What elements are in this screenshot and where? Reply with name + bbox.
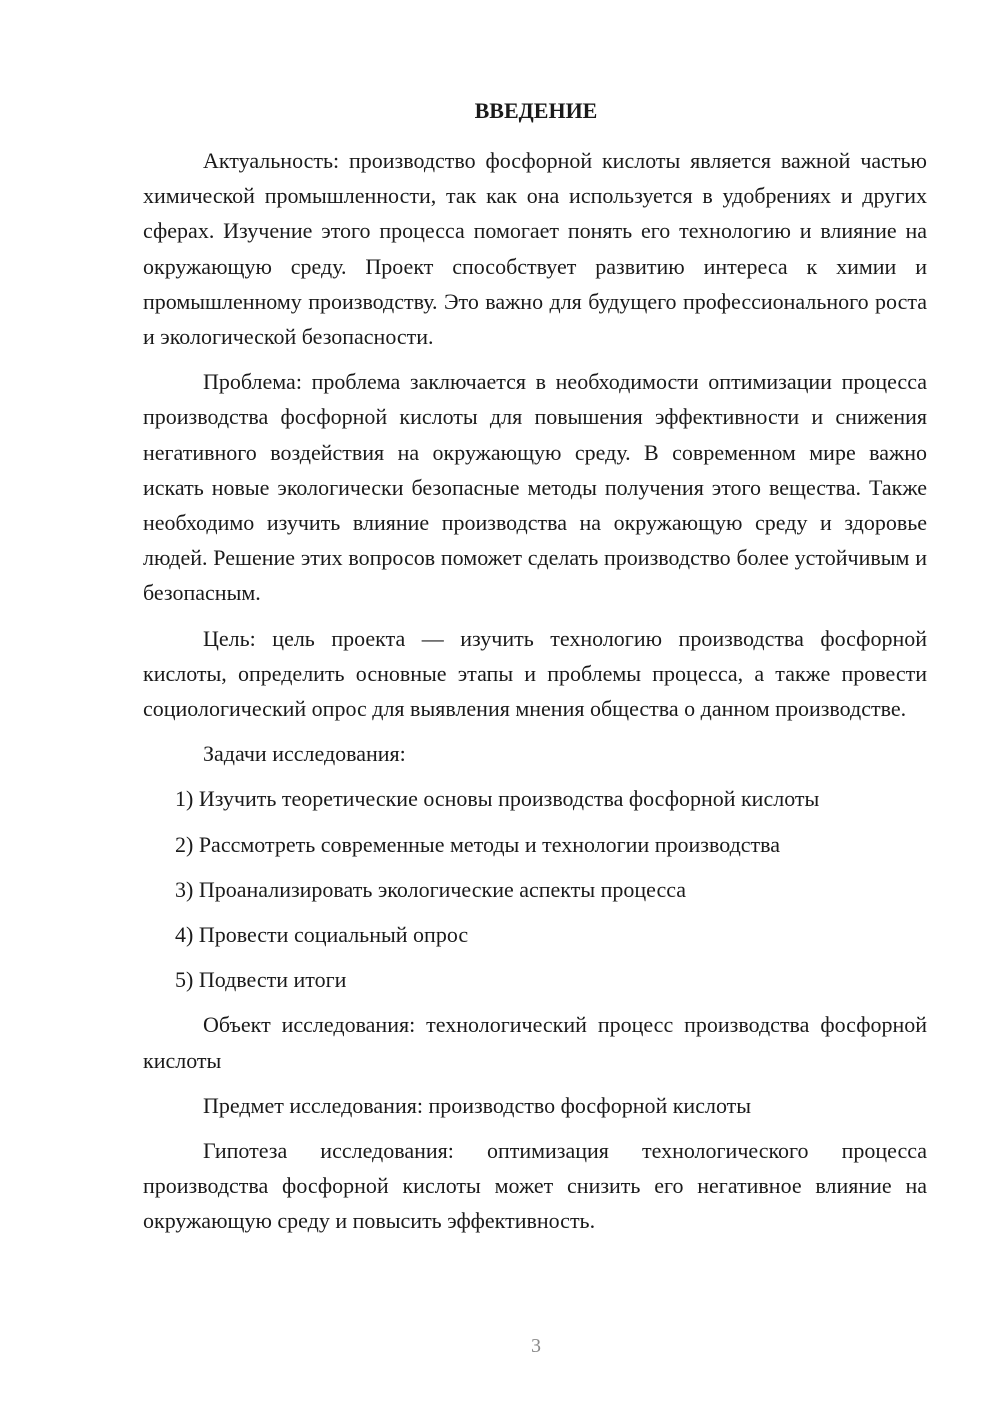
- document-body: [143, 143, 927, 1249]
- list-item: 3) Проанализировать экологические аспекты процесса: [175, 876, 687, 902]
- object-paragraph: Объект исследования: технологический процесс производства фосфорной кислоты: [143, 1012, 927, 1073]
- relevance-paragraph: Актуальность: производство фосфорной кислоты является важной частью химической промышленности, так как она используется в удобрениях и других сферах. Изучение этого процесса помогает понять его технологию и влияние на окружающую среду. Проект способствует развитию интереса к химии и промышленному производству. Это важно для будущего профессионального роста и экологической безопасности.: [143, 148, 927, 350]
- page-number: 3: [531, 1335, 541, 1357]
- tasks-heading: Задачи исследования:: [203, 741, 406, 767]
- list-item: 2) Рассмотреть современные методы и технологии производства: [175, 831, 780, 857]
- problem-paragraph: Проблема: проблема заключается в необходимости оптимизации процесса производства фосфорной кислоты для повышения эффективности и снижения негативного воздействия на окружающую среду. В современном мире важно искать новые экологически безопасные методы получения этого вещества. Также необходимо изучить влияние производства на окружающую среду и здоровье людей. Решение этих вопросов поможет сделать производство более устойчивым и безопасным.: [143, 369, 927, 606]
- tasks-list: [143, 781, 927, 997]
- subject-paragraph: Предмет исследования: производство фосфорной кислоты: [203, 1092, 752, 1118]
- goal-paragraph: Цель: цель проекта — изучить технологию производства фосфорной кислоты, определить основные этапы и проблемы процесса, а также провести социологический опрос для выявления мнения общества о данном производстве.: [143, 625, 927, 722]
- list-item: 4) Провести социальный опрос: [175, 922, 469, 948]
- page-title: ВВЕДЕНИЕ: [474, 98, 598, 123]
- list-item: 5) Подвести итоги: [175, 967, 347, 993]
- list-item: 1) Изучить теоретические основы производства фосфорной кислоты: [175, 786, 820, 812]
- hypothesis-paragraph: Гипотеза исследования: оптимизация технологического процесса производства фосфорной кислоты может снизить его негативное влияние на окружающую среду и повысить эффективность.: [143, 1138, 927, 1234]
